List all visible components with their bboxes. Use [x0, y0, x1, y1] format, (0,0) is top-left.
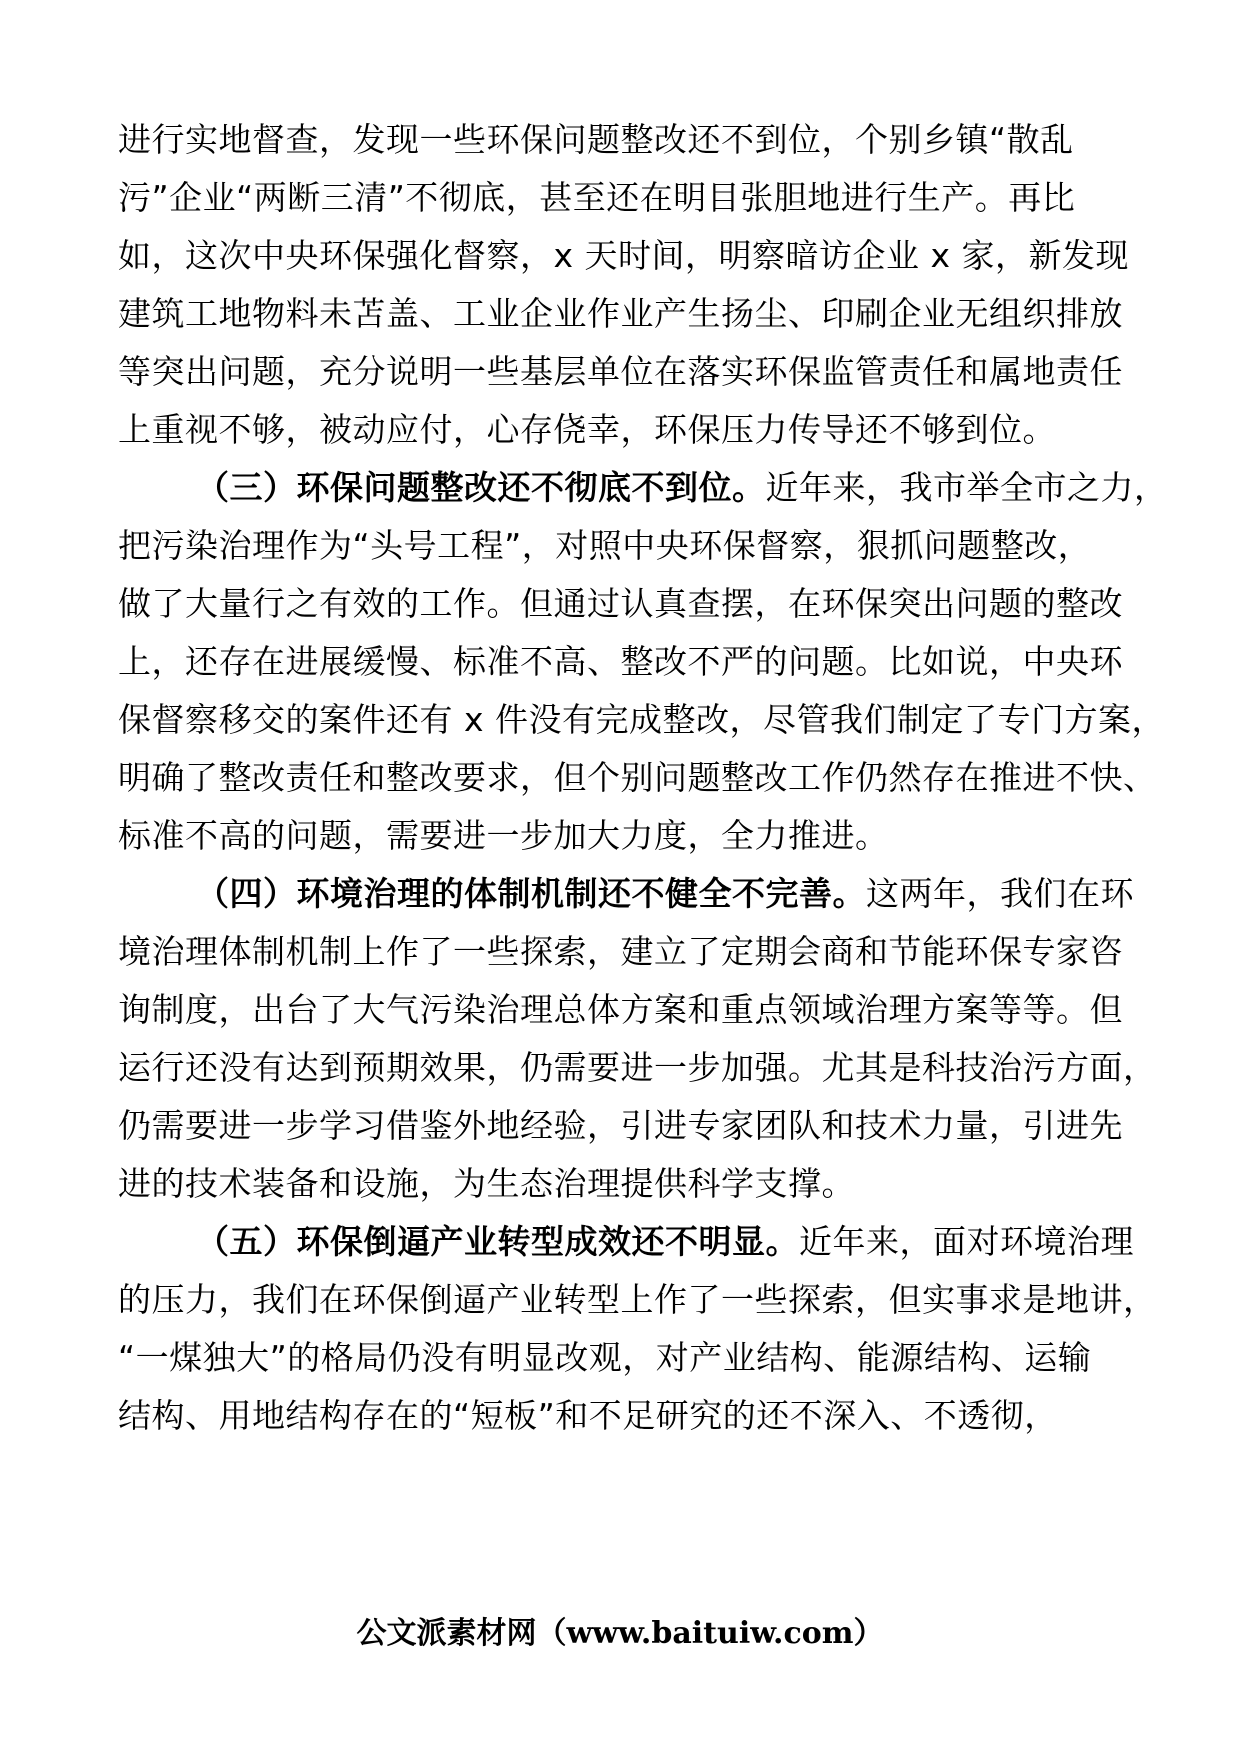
body-line: 仍需要进一步学习借鉴外地经验，引进专家团队和技术力量，引进先 — [118, 1106, 1123, 1145]
section-heading: （三）环保问题整改还不彻底不到位。 — [196, 468, 766, 507]
body-line: 建筑工地物料未苫盖、工业企业作业产生扬尘、印刷企业无组织排放 — [118, 294, 1123, 333]
body-line: 把污染治理作为“头号工程”，对照中央环保督察，狠抓问题整改， — [118, 526, 1092, 565]
section-heading: （五）环保倒逼产业转型成效还不明显。 — [196, 1222, 799, 1261]
body-line: 结构、用地结构存在的“短板”和不足研究的还不深入、不透彻， — [118, 1396, 1058, 1435]
body-line: 保督察移交的案件还有 x 件没有完成整改，尽管我们制定了专门方案， — [118, 700, 1166, 739]
section-heading-line: （四）环境治理的体制机制还不健全不完善。这两年，我们在环 — [196, 874, 1134, 913]
body-line: “一煤独大”的格局仍没有明显改观，对产业结构、能源结构、运输 — [118, 1338, 1092, 1377]
body-line: 上重视不够，被动应付，心存侥幸，环保压力传导还不够到位。 — [118, 410, 1056, 449]
section-heading-line: （三）环保问题整改还不彻底不到位。近年来，我市举全市之力， — [196, 468, 1168, 507]
body-line: 运行还没有达到预期效果，仍需要进一步加强。尤其是科技治污方面， — [118, 1048, 1157, 1087]
body-line: 如，这次中央环保强化督察，x 天时间，明察暗访企业 x 家，新发现 — [118, 236, 1130, 275]
body-line: 进的技术装备和设施，为生态治理提供科学支撑。 — [118, 1164, 855, 1203]
body-line: 询制度，出台了大气污染治理总体方案和重点领域治理方案等等。但 — [118, 990, 1123, 1029]
body-line: 污”企业“两断三清”不彻底，甚至还在明目张胆地进行生产。再比 — [118, 178, 1076, 217]
section-heading-line: （五）环保倒逼产业转型成效还不明显。近年来，面对环境治理 — [196, 1222, 1134, 1261]
body-line: 上，还存在进展缓慢、标准不高、整改不严的问题。比如说，中央环 — [118, 642, 1123, 681]
body-line: 进行实地督查，发现一些环保问题整改还不到位，个别乡镇“散乱 — [118, 120, 1074, 159]
section-heading: （四）环境治理的体制机制还不健全不完善。 — [196, 874, 866, 913]
body-line: 的压力，我们在环保倒逼产业转型上作了一些探索，但实事求是地讲， — [118, 1280, 1157, 1319]
body-line: 做了大量行之有效的工作。但通过认真查摆，在环保突出问题的整改 — [118, 584, 1123, 623]
body-line: 境治理体制机制上作了一些探索，建立了定期会商和节能环保专家咨 — [118, 932, 1123, 971]
body-line: 标准不高的问题，需要进一步加大力度，全力推进。 — [118, 816, 889, 855]
body-line: 等突出问题，充分说明一些基层单位在落实环保监管责任和属地责任 — [118, 352, 1123, 391]
body-line: 明确了整改责任和整改要求，但个别问题整改工作仍然存在推进不快、 — [118, 758, 1157, 797]
page-footer-watermark: 公文派素材网（www.baituiw.com） — [356, 1616, 884, 1651]
